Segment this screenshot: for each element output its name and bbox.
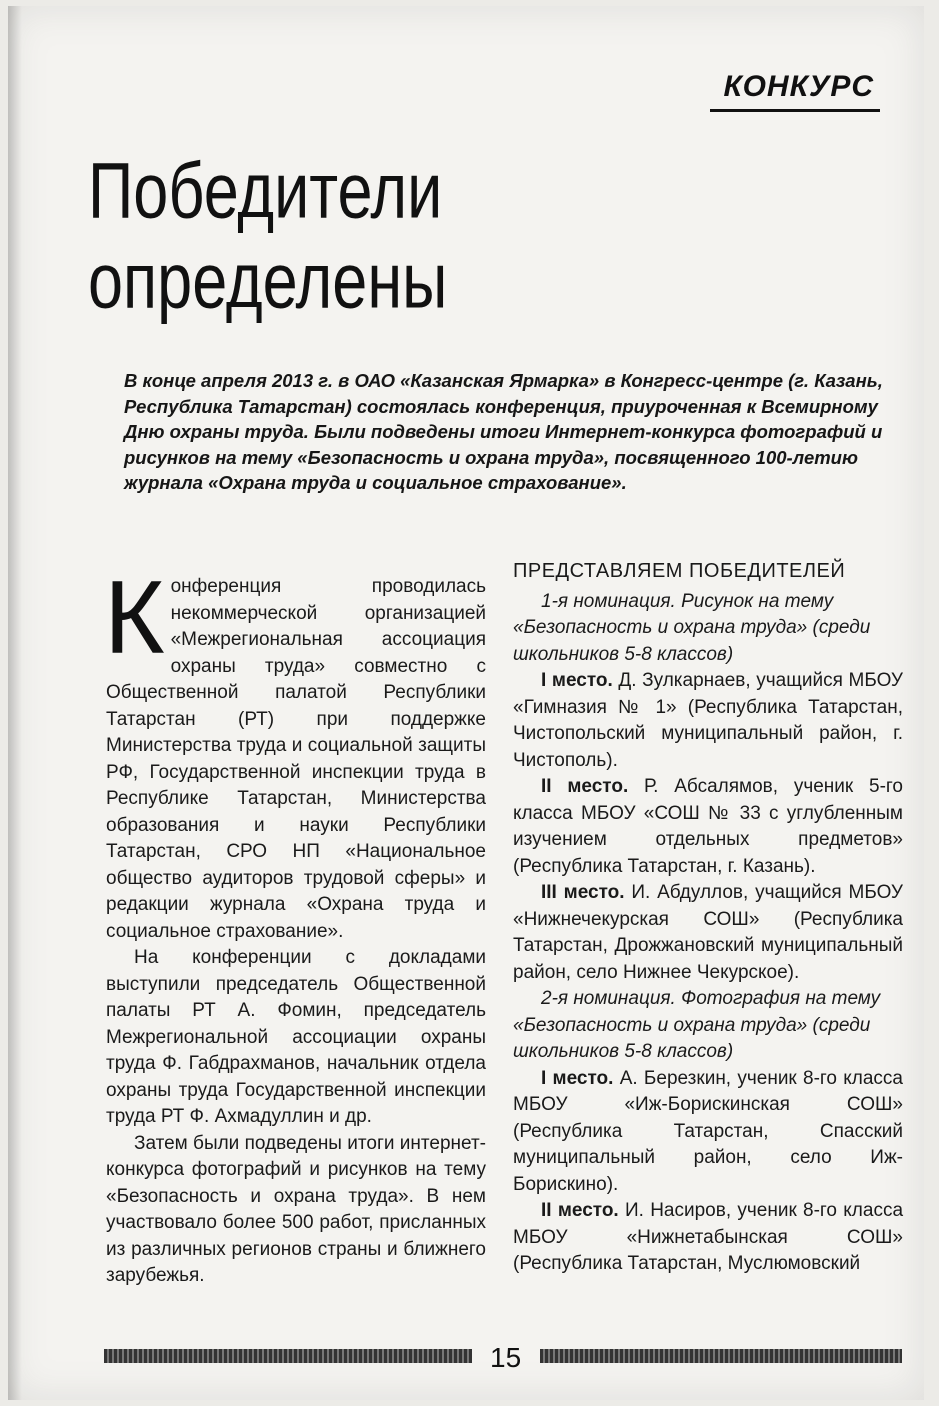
winner-n1-place3 [513,880,903,986]
magazine-page [8,6,924,1400]
right-column [513,558,903,1278]
section-tag: КОНКУРС [723,70,874,103]
page-edge-shadow [8,6,22,1400]
body-paragraph-3: Затем были подведены итоги интернет-конкурса фотографий и рисунков на тему «Безопасность и охрана труда». В нем участвовало более 500 работ, присланных из различных регионов страны и ближнего зарубежья. [106,1132,486,1286]
section-tag-underline [710,109,880,112]
place-label: I место. [541,1067,614,1089]
body-paragraph-2: На конференции с докладами выступили председатель Общественной палаты РТ А. Фомин, председатель Межрегиональной ассоциации охраны труда Ф. Габдрахманов, начальник отдела охраны труда Государственной инспекции труда РТ Ф. Ахмадуллин и др. [106,947,486,1127]
place-label: II место. [541,776,629,797]
winner-text: Д. Зулкарнаев, учащийся МБОУ «Гимназия № 1» (Республика Татарстан, Чистопольский муниципальный район, г. Чистополь). [513,670,904,771]
article-title [88,146,528,326]
left-column [104,560,486,1290]
winner-n2-place2 [513,1198,903,1278]
article-lead: В конце апреля 2013 г. в ОАО «Казанская Ярмарка» в Конгресс-центре (г. Казань, Республика Татарстан) состоялась конференция, приуроченная к Всемирному Дню охраны труда. Были подведены итоги Интернет-конкурса фотографий и рисунков на тему «Безопасность и охрана труда», посвященного 100-летию журнала «Охрана труда и социальное страхование». [124,370,883,493]
winner-text: А. Березкин, ученик 8-го класса МБОУ «Иж-Борискинская СОШ» (Республика Татарстан, Спасский муниципальный район, село Иж-Борискино). [513,1067,903,1195]
page-number: 15 [490,1342,522,1373]
place-label: III место. [541,882,625,903]
winner-text: Р. Абсалямов, ученик 5-го класса МБОУ «СОШ № 33 с углубленным изучением отдельных предметов» (Республика Татарстан, г. Казань). [513,776,903,877]
footer-bar-right [540,1349,902,1363]
winner-n2-place1 [513,1066,903,1199]
body-paragraph-1 [104,560,486,945]
article-title-line2: определены [88,237,448,325]
body-paragraph-1-text: онференция проводилась некоммерческой организацией «Межрегиональная ассоциация охраны труда» совместно с Общественной палатой Республики Татарстан (РТ) при поддержке Министерства труда и социальной защиты РФ, Государственной инспекции труда в Республике Татарстан, Министерства образования и науки Республики Татарстан, СРО НП «Национальное общество аудиторов трудовой сферы» и редакции журнала «Охрана труда и социальное страхование». [106,576,486,942]
nomination-2: 2-я номинация. Фотография на тему «Безопасность и охрана труда» (среди школьников 5-8 классов) [513,988,881,1062]
place-label: I место. [541,670,613,691]
winner-text: И. Насиров, ученик 8-го класса МБОУ «Нижнетабынская СОШ» (Республика Татарстан, Муслюмовский [513,1200,904,1274]
footer-bar-left [104,1349,472,1363]
drop-cap: К [104,560,165,676]
winner-n1-place2 [513,774,903,880]
nomination-1: 1-я номинация. Рисунок на тему «Безопасность и охрана труда» (среди школьников 5-8 классов) [513,590,871,665]
place-label: II место. [541,1200,619,1221]
winner-text: И. Абдуллов, учащийся МБОУ «Нижнечекурская СОШ» (Республика Татарстан, Дрожжановский муниципальный район, село Нижнее Чекурское). [513,882,904,983]
winners-heading: ПРЕДСТАВЛЯЕМ ПОБЕДИТЕЛЕЙ [513,560,846,582]
winner-n1-place1 [513,668,903,774]
article-title-line1: Победители [88,147,443,235]
